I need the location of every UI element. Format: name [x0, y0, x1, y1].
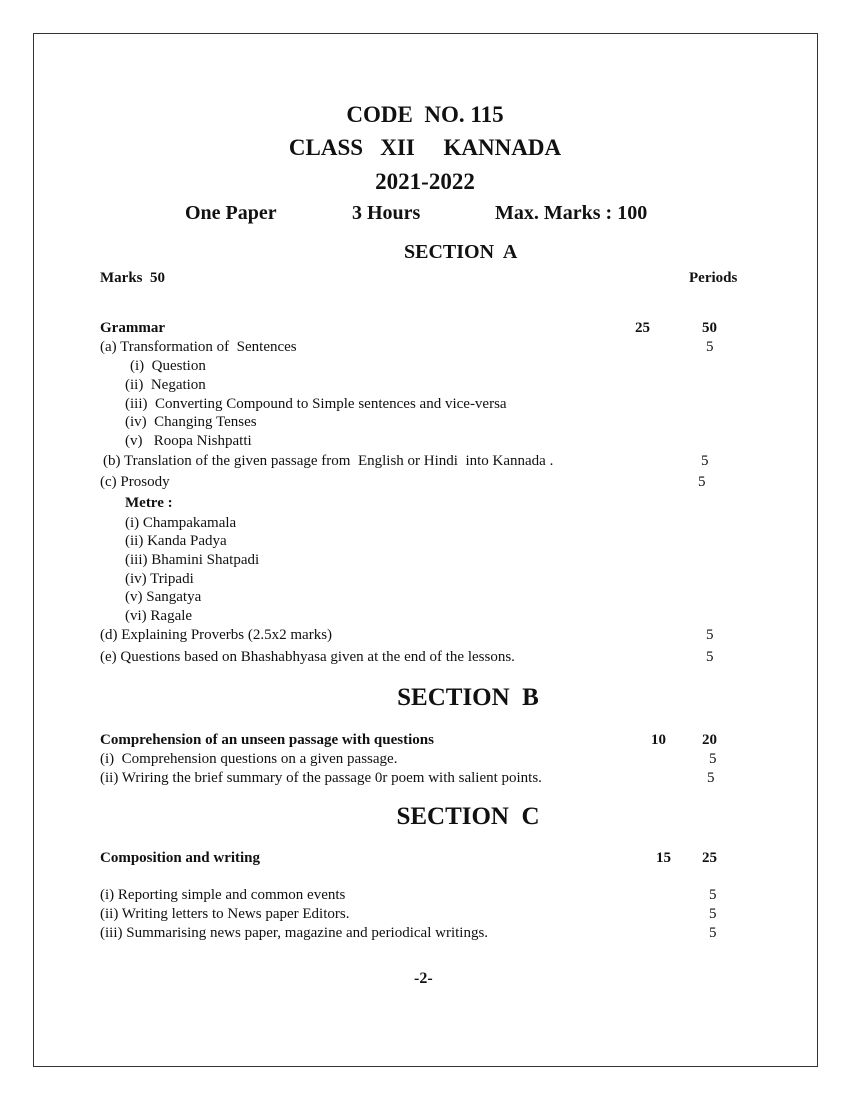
metre-item: (iv) Tripadi	[125, 571, 194, 587]
grammar-marks: 25	[635, 320, 650, 336]
max-marks-label: Max. Marks : 100	[495, 202, 648, 224]
grammar-periods: 50	[702, 320, 717, 336]
section-b-item-periods: 5	[709, 751, 717, 767]
section-b-item: (i) Comprehension questions on a given passage.	[100, 751, 398, 767]
grammar-heading: Grammar	[100, 320, 165, 336]
section-b-item-periods: 5	[707, 770, 715, 786]
item-e: (e) Questions based on Bhashabhyasa given at the end of the lessons.	[100, 649, 515, 665]
section-b-periods: 20	[702, 732, 717, 748]
metre-item: (i) Champakamala	[125, 515, 237, 531]
marks-label: Marks 50	[100, 270, 165, 286]
section-c-periods: 25	[702, 850, 717, 866]
metre-item: (vi) Ragale	[125, 608, 193, 624]
page-number: -2-	[414, 970, 433, 987]
metre-label: Metre :	[125, 495, 173, 511]
item-a: (a) Transformation of Sentences	[100, 339, 297, 355]
item-b-periods: 5	[701, 453, 709, 469]
section-c-title: SECTION C	[396, 803, 540, 830]
year-title: 2021-2022	[375, 169, 475, 194]
metre-item: (ii) Kanda Padya	[125, 533, 227, 549]
section-b-item: (ii) Wriring the brief summary of the passage 0r poem with salient points.	[100, 770, 542, 786]
code-title: CODE NO. 115	[346, 102, 504, 127]
item-a-sub: (iv) Changing Tenses	[125, 414, 257, 430]
class-title: CLASS XII KANNADA	[288, 135, 562, 160]
section-a-title: SECTION A	[404, 241, 518, 263]
item-a-periods: 5	[706, 339, 714, 355]
section-c-marks: 15	[656, 850, 671, 866]
section-b-marks: 10	[651, 732, 666, 748]
item-b: (b) Translation of the given passage from English or Hindi into Kannada .	[103, 453, 554, 469]
section-c-heading: Composition and writing	[100, 850, 261, 866]
hours-label: 3 Hours	[352, 202, 421, 224]
paper-label: One Paper	[185, 202, 277, 224]
section-c-item-periods: 5	[709, 925, 717, 941]
periods-label: Periods	[689, 270, 738, 286]
item-c: (c) Prosody	[100, 474, 170, 490]
item-c-periods: 5	[698, 474, 706, 490]
section-c-item: (ii) Writing letters to News paper Editors.	[100, 906, 350, 922]
item-d-periods: 5	[706, 627, 714, 643]
metre-item: (v) Sangatya	[125, 589, 202, 605]
section-b-heading: Comprehension of an unseen passage with questions	[100, 732, 434, 748]
item-e-periods: 5	[706, 649, 714, 665]
item-a-sub: (i) Question	[130, 358, 206, 374]
section-b-title: SECTION B	[397, 684, 539, 711]
section-c-item-periods: 5	[709, 887, 717, 903]
section-c-item-periods: 5	[709, 906, 717, 922]
section-c-item: (i) Reporting simple and common events	[100, 887, 346, 903]
item-d: (d) Explaining Proverbs (2.5x2 marks)	[100, 627, 333, 643]
item-a-sub: (iii) Converting Compound to Simple sentences and vice-versa	[125, 396, 507, 412]
item-a-sub: (v) Roopa Nishpatti	[125, 433, 252, 449]
item-a-sub: (ii) Negation	[125, 377, 206, 393]
metre-item: (iii) Bhamini Shatpadi	[125, 552, 260, 568]
section-c-item: (iii) Summarising news paper, magazine and periodical writings.	[100, 925, 489, 941]
